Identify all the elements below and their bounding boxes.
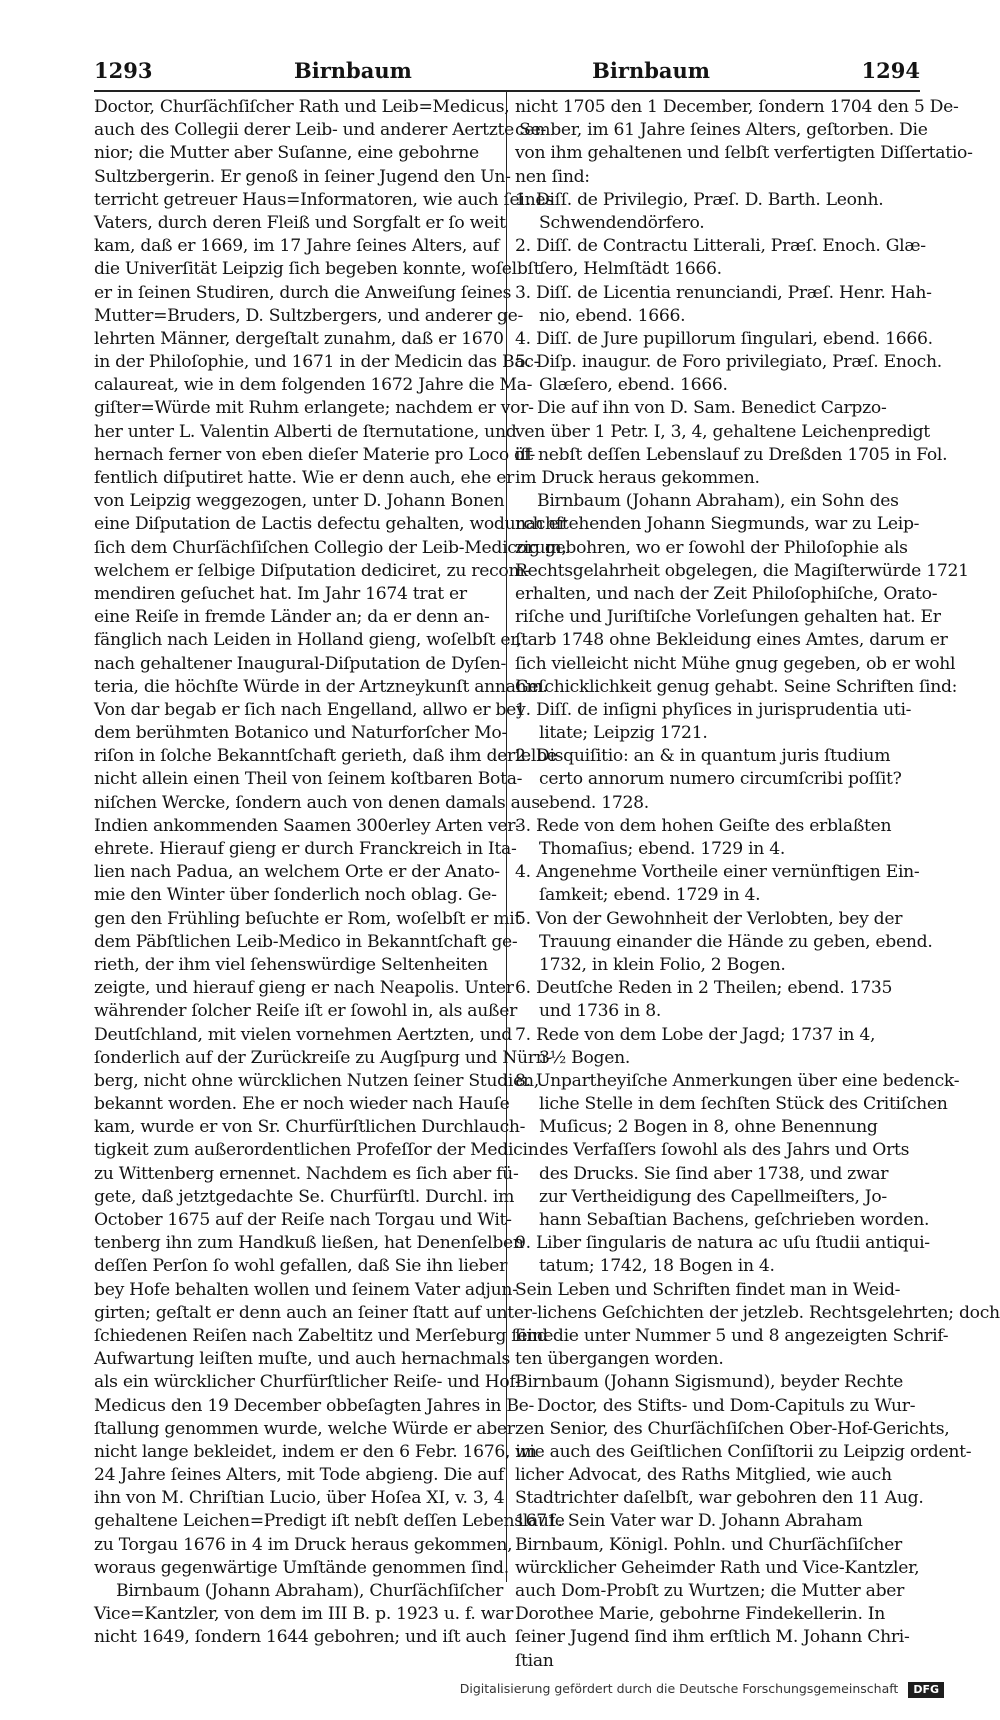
text-line: zu Wittenberg ernennet. Nachdem es ſich aber fü-: [94, 1163, 519, 1184]
text-line: niſchen Wercke, ſondern auch von denen damals aus: [94, 792, 540, 813]
text-line: calaureat, wie in dem folgenden 1672 Jahre die Ma-: [94, 375, 533, 396]
text-line: 1671. Sein Vater war D. Johann Abraham: [515, 1511, 863, 1532]
text-line: licher Advocat, des Raths Mitglied, wie auch: [515, 1465, 892, 1486]
text-line: ſonderlich auf der Zurückreiſe zu Augſpurg und Nürn-: [94, 1047, 552, 1068]
text-line: Geſchicklichkeit genug gehabt. Seine Schriften ſind:: [515, 676, 958, 697]
text-line: lichens Geſchichten der jetzleb. Rechtsgelehrten; doch: [537, 1302, 1000, 1323]
text-line: Medicus den 19 December obbeſagten Jahres in Be-: [94, 1395, 535, 1416]
page-number-left: 1293: [94, 58, 153, 83]
text-line: Glæſero, ebend. 1666.: [539, 375, 728, 396]
text-line: 9. Liber ſingularis de natura ac uſu ſtudii antiqui-: [515, 1233, 930, 1254]
header-rule: [94, 90, 920, 92]
text-line: lien nach Padua, an welchem Orte er der Anato-: [94, 862, 500, 883]
text-line: und 1736 in 8.: [539, 1001, 662, 1022]
text-line: Schwendendörfero.: [539, 212, 705, 233]
text-line: fentlich diſputiret hatte. Wie er denn auch, ehe er: [94, 468, 515, 488]
text-line: ihn von M. Chriſtian Lucio, über Hoſea XI, v. 3, 4: [94, 1488, 505, 1509]
text-line: welchem er ſelbige Diſputation dediciret, zu recom-: [94, 560, 530, 581]
text-line: litate; Leipzig 1721.: [539, 723, 708, 744]
text-line: zeigte, und hierauf gieng er nach Neapolis. Unter: [94, 978, 514, 999]
text-line: riſche und Juriſtiſche Vorleſungen gehalten hat. Er: [515, 607, 941, 628]
text-line: teria, die höchſte Würde in der Artzneykunſt annahm.: [94, 676, 548, 697]
text-line: nen ſind:: [515, 166, 590, 187]
text-line: gen den Frühling beſuchte er Rom, woſelbſt er mit: [94, 908, 522, 929]
text-line: Aufwartung leiſten muſte, und auch hernachmals: [94, 1349, 511, 1370]
text-line: Thomaſius; ebend. 1729 in 4.: [539, 839, 786, 859]
text-line: Mutter=Bruders, D. Sultzbergers, und anderer ge-: [94, 305, 523, 326]
text-line: nicht allein einen Theil von ſeinem koſtbaren Bota-: [94, 769, 523, 790]
text-line: deſſen Perſon ſo wohl gefallen, daß Sie ihn lieber: [94, 1256, 507, 1277]
text-line: 1. Diſſ. de Privilegio, Præſ. D. Barth. Leonh.: [515, 189, 884, 210]
text-line: ſamkeit; ebend. 1729 in 4.: [539, 885, 761, 906]
text-line: kam, daß er 1669, im 17 Jahre ſeines Alters, auf: [94, 236, 500, 257]
text-line: 4. Angenehme Vortheile einer vernünftigen Ein-: [515, 862, 920, 883]
text-line: des Verfaſſers ſowohl als des Jahrs und Orts: [539, 1140, 910, 1161]
text-line: 5. Von der Gewohnheit der Verlobten, bey der: [515, 908, 903, 929]
text-line: certo annorum numero circumſcribi poſſit?: [539, 769, 902, 790]
text-line: Sein Leben und Schriften findet man in Weid-: [515, 1279, 901, 1300]
text-line: ſind die unter Nummer 5 und 8 angezeigten Schrif-: [515, 1325, 949, 1346]
text-line: von ihm gehaltenen und ſelbſt verfertigten Diſſertatio-: [515, 143, 973, 164]
running-head-left: Birnbaum: [294, 58, 412, 83]
text-line: als ein würcklicher Churfürſtlicher Reiſe- und Hof-: [94, 1372, 521, 1393]
text-line: Muſicus; 2 Bogen in 8, ohne Benennung: [539, 1117, 878, 1138]
text-line: Die auf ihn von D. Sam. Benedict Carpzo-: [537, 398, 887, 419]
text-line: 7. Rede von dem Lobe der Jagd; 1737 in 4,: [515, 1024, 876, 1045]
text-line: in der Philoſophie, und 1671 in der Medicin das Bac-: [94, 352, 540, 373]
text-line: auch Dom-Probſt zu Wurtzen; die Mutter aber: [515, 1581, 905, 1601]
text-line: 8. Unpartheyiſche Anmerkungen über eine bedenck-: [515, 1070, 960, 1091]
text-line: nach gehaltener Inaugural-Diſputation de Dyſen-: [94, 653, 507, 674]
text-line: ten übergangen worden.: [515, 1349, 724, 1370]
text-line: zur Vertheidigung des Capellmeiſters, Jo-: [539, 1186, 887, 1207]
text-line: nicht lange bekleidet, indem er den 6 Febr. 1676, im: [94, 1441, 537, 1462]
text-line: riſon in ſolche Bekanntſchaft gerieth, daß ihm derſelbe: [94, 746, 557, 767]
text-line: 5. Diſp. inaugur. de Foro privilegiato, Præſ. Enoch.: [515, 352, 942, 373]
text-line: auch des Collegii derer Leib- und anderer Aertzte Se-: [94, 120, 546, 141]
text-line: Dorothee Marie, gebohrne Findekellerin. In: [515, 1604, 886, 1625]
text-line: ſich dem Churſächſiſchen Collegio der Leib-Medicorum,: [94, 537, 567, 558]
text-line: iſt nebſt deſſen Lebenslauf zu Dreßden 1705 in Fol.: [515, 444, 948, 465]
text-line: ebend. 1728.: [539, 792, 649, 813]
text-line: girten; geſtalt er denn auch an ſeiner ſtatt auf unter-: [94, 1302, 538, 1323]
text-line: nicht 1649, ſondern 1644 gebohren; und iſt auch: [94, 1627, 507, 1648]
text-line: nio, ebend. 1666.: [539, 305, 686, 326]
text-line: 24 Jahre ſeines Alters, mit Tode abgieng. Die auf: [94, 1465, 504, 1486]
text-line: mendiren geſuchet hat. Im Jahr 1674 trat er: [94, 583, 467, 604]
text-line: die Univerſität Leipzig ſich begeben konnte, woſelbſt: [94, 259, 541, 280]
text-line: ſich vielleicht nicht Mühe gnug gegeben, ob er wohl: [515, 653, 956, 674]
right-column: [515, 96, 1000, 1673]
text-line: Rechtsgelahrheit obgelegen, die Magiſterwürde 1721: [515, 560, 969, 581]
text-line: nicht 1705 den 1 December, ſondern 1704 den 5 De-: [515, 97, 959, 117]
text-line: ven über 1 Petr. I, 3, 4, gehaltene Leichenpredigt: [515, 421, 930, 442]
text-line: erhalten, und nach der Zeit Philoſophiſche, Orato-: [515, 583, 938, 604]
text-line: würcklicher Geheimder Rath und Vice-Kantzler,: [515, 1557, 920, 1578]
text-line: ſchiedenen Reiſen nach Zabeltitz und Merſeburg ſeine: [94, 1325, 554, 1346]
text-line: lehrten Männer, dergeſtalt zunahm, daß er 1670: [94, 328, 504, 349]
text-line: 3½ Bogen.: [539, 1047, 631, 1068]
text-line: Vice=Kantzler, von dem im III B. p. 1923 u. f. war: [94, 1604, 513, 1625]
text-line: Indien ankommenden Saamen 300erley Arten ver-: [94, 815, 521, 836]
page-number-right: 1294: [861, 58, 920, 83]
text-line: giſter=Würde mit Ruhm erlangete; nachdem er vor-: [94, 398, 534, 419]
text-line: 4. Diſſ. de Jure pupillorum ſingulari, ebend. 1666.: [515, 328, 933, 349]
text-line: währender ſolcher Reiſe iſt er ſowohl in, als außer: [94, 1001, 517, 1022]
text-line: 3. Diſſ. de Licentia renunciandi, Præſ. Henr. Hah-: [515, 282, 932, 303]
text-line: bey Hofe behalten wollen und ſeinem Vater adjun-: [94, 1279, 518, 1300]
text-line: 1. Diſſ. de inſigni phyſices in jurisprudentia uti-: [515, 699, 912, 720]
text-line: 1732, in klein Folio, 2 Bogen.: [539, 954, 786, 975]
text-line: terricht getreuer Haus=Informatoren, wie auch ſeines: [94, 189, 554, 210]
text-line: 3. Rede von dem hohen Geiſte des erblaßten: [515, 815, 892, 836]
text-line: fänglich nach Leiden in Holland gieng, woſelbſt er,: [94, 630, 522, 651]
text-line: im Druck heraus gekommen.: [515, 468, 760, 488]
text-line: gehaltene Leichen=Predigt iſt nebſt deſſen Lebenslaufe: [94, 1511, 565, 1532]
text-line: 2. Diſſ. de Contractu Litterali, Præſ. Enoch. Glæ-: [515, 236, 926, 257]
text-line: Vaters, durch deren Fleiß und Sorgfalt er ſo weit: [94, 212, 506, 233]
text-line: zen Senior, des Churſächſiſchen Ober-Hof-Gerichts,: [515, 1418, 950, 1439]
text-line: gete, daß jetztgedachte Se. Churfürſtl. Durchl. im: [94, 1186, 515, 1207]
text-line: Birnbaum (Johann Abraham), Churſächſiſcher: [116, 1581, 503, 1601]
text-line: woraus gegenwärtige Umſtände genommen ſind.: [94, 1557, 509, 1578]
text-line: Sultzbergerin. Er genoß in ſeiner Jugend den Un-: [94, 166, 511, 187]
text-line: wie auch des Geiſtlichen Conſiſtorii zu Leipzig ordent-: [515, 1441, 972, 1462]
digitization-credit: [460, 1678, 944, 1700]
text-line: ehrete. Hierauf gieng er durch Franckreich in Ita-: [94, 839, 517, 859]
text-line: Doctor, des Stifts- und Dom-Capituls zu Wur-: [537, 1395, 916, 1416]
text-line: Birnbaum, Königl. Pohln. und Churſächſiſcher: [515, 1534, 902, 1555]
text-line: kam, wurde er von Sr. Churfürſtlichen Durchlauch-: [94, 1117, 526, 1138]
text-line: 6. Deutſche Reden in 2 Theilen; ebend. 1735: [515, 978, 893, 999]
text-line: hann Sebaſtian Bachens, geſchrieben worden.: [539, 1210, 930, 1230]
text-line: Doctor, Churſächſiſcher Rath und Leib=Medicus,: [94, 97, 510, 117]
text-line: Birnbaum (Johann Abraham), ein Sohn des: [537, 491, 899, 512]
text-line: eine Reiſe in fremde Länder an; da er denn an-: [94, 607, 490, 628]
text-line: mie den Winter über ſonderlich noch oblag. Ge-: [94, 885, 497, 906]
text-line: tatum; 1742, 18 Bogen in 4.: [539, 1256, 775, 1277]
text-line: dem berühmten Botanico und Naturforſcher Mo-: [94, 723, 507, 744]
text-line: tenberg ihn zum Handkuß ließen, hat Denenſelben: [94, 1233, 524, 1254]
text-line: Trauung einander die Hände zu geben, ebend.: [539, 931, 933, 952]
text-line: ſero, Helmſtädt 1666.: [539, 259, 722, 280]
text-line: eine Diſputation de Lactis defectu gehalten, wodurch er: [94, 514, 567, 535]
text-line: Von dar begab er ſich nach Engelland, allwo er bey: [94, 699, 526, 720]
text-line: liche Stelle in dem ſechſten Stück des Critiſchen: [539, 1094, 948, 1115]
text-line: hernach ferner von eben dieſer Materie pro Loco öf-: [94, 444, 536, 465]
text-line: her unter L. Valentin Alberti de ſternutatione, und: [94, 421, 517, 442]
text-line: 2. Disquiſitio: an & in quantum juris ſtudium: [515, 746, 891, 767]
text-line: bekannt worden. Ehe er noch wieder nach Hauſe: [94, 1094, 510, 1115]
text-line: des Drucks. Sie ſind aber 1738, und zwar: [539, 1163, 889, 1184]
text-line: Birnbaum (Johann Sigismund), beyder Rechte: [515, 1372, 904, 1393]
text-line: zig gebohren, wo er ſowohl der Philoſophie als: [515, 537, 908, 558]
text-line: nachſtehenden Johann Siegmunds, war zu Leip-: [515, 514, 920, 535]
credit-text: Digitalisierung gefördert durch die Deutsche Forschungsgemeinschaft: [459, 1681, 899, 1696]
text-line: Stadtrichter daſelbſt, war gebohren den 11 Aug.: [515, 1488, 924, 1509]
text-line: tigkeit zum außerordentlichen Profeſſor der Medicin: [94, 1140, 539, 1161]
text-line: zu Torgau 1676 in 4 im Druck heraus gekommen,: [94, 1534, 513, 1555]
text-line: ſtarb 1748 ohne Bekleidung eines Amtes, darum er: [515, 630, 948, 651]
running-head-right: Birnbaum: [592, 58, 710, 83]
text-line: ſtian: [515, 1650, 554, 1671]
text-line: er in ſeinen Studiren, durch die Anweiſung ſeines: [94, 282, 512, 303]
text-line: nior; die Mutter aber Suſanne, eine gebohrne: [94, 143, 479, 164]
text-line: von Leipzig weggezogen, unter D. Johann Bonen: [94, 491, 505, 512]
dfg-logo: DFG: [908, 1682, 944, 1698]
text-line: ſtallung genommen wurde, welche Würde er aber: [94, 1418, 515, 1439]
text-line: rieth, der ihm viel ſehenswürdige Seltenheiten: [94, 954, 488, 975]
running-header: [94, 58, 920, 88]
text-line: ſeiner Jugend ſind ihm erſtlich M. Johann Chri-: [515, 1627, 910, 1648]
text-line: Deutſchland, mit vielen vornehmen Aertzten, und: [94, 1024, 512, 1045]
text-line: cember, im 61 Jahre ſeines Alters, geſtorben. Die: [515, 120, 928, 141]
text-line: dem Päbſtlichen Leib-Medico in Bekanntſchaft ge-: [94, 931, 518, 952]
text-line: berg, nicht ohne würcklichen Nutzen ſeiner Studien,: [94, 1070, 539, 1091]
text-line: October 1675 auf der Reiſe nach Torgau und Wit-: [94, 1210, 512, 1230]
